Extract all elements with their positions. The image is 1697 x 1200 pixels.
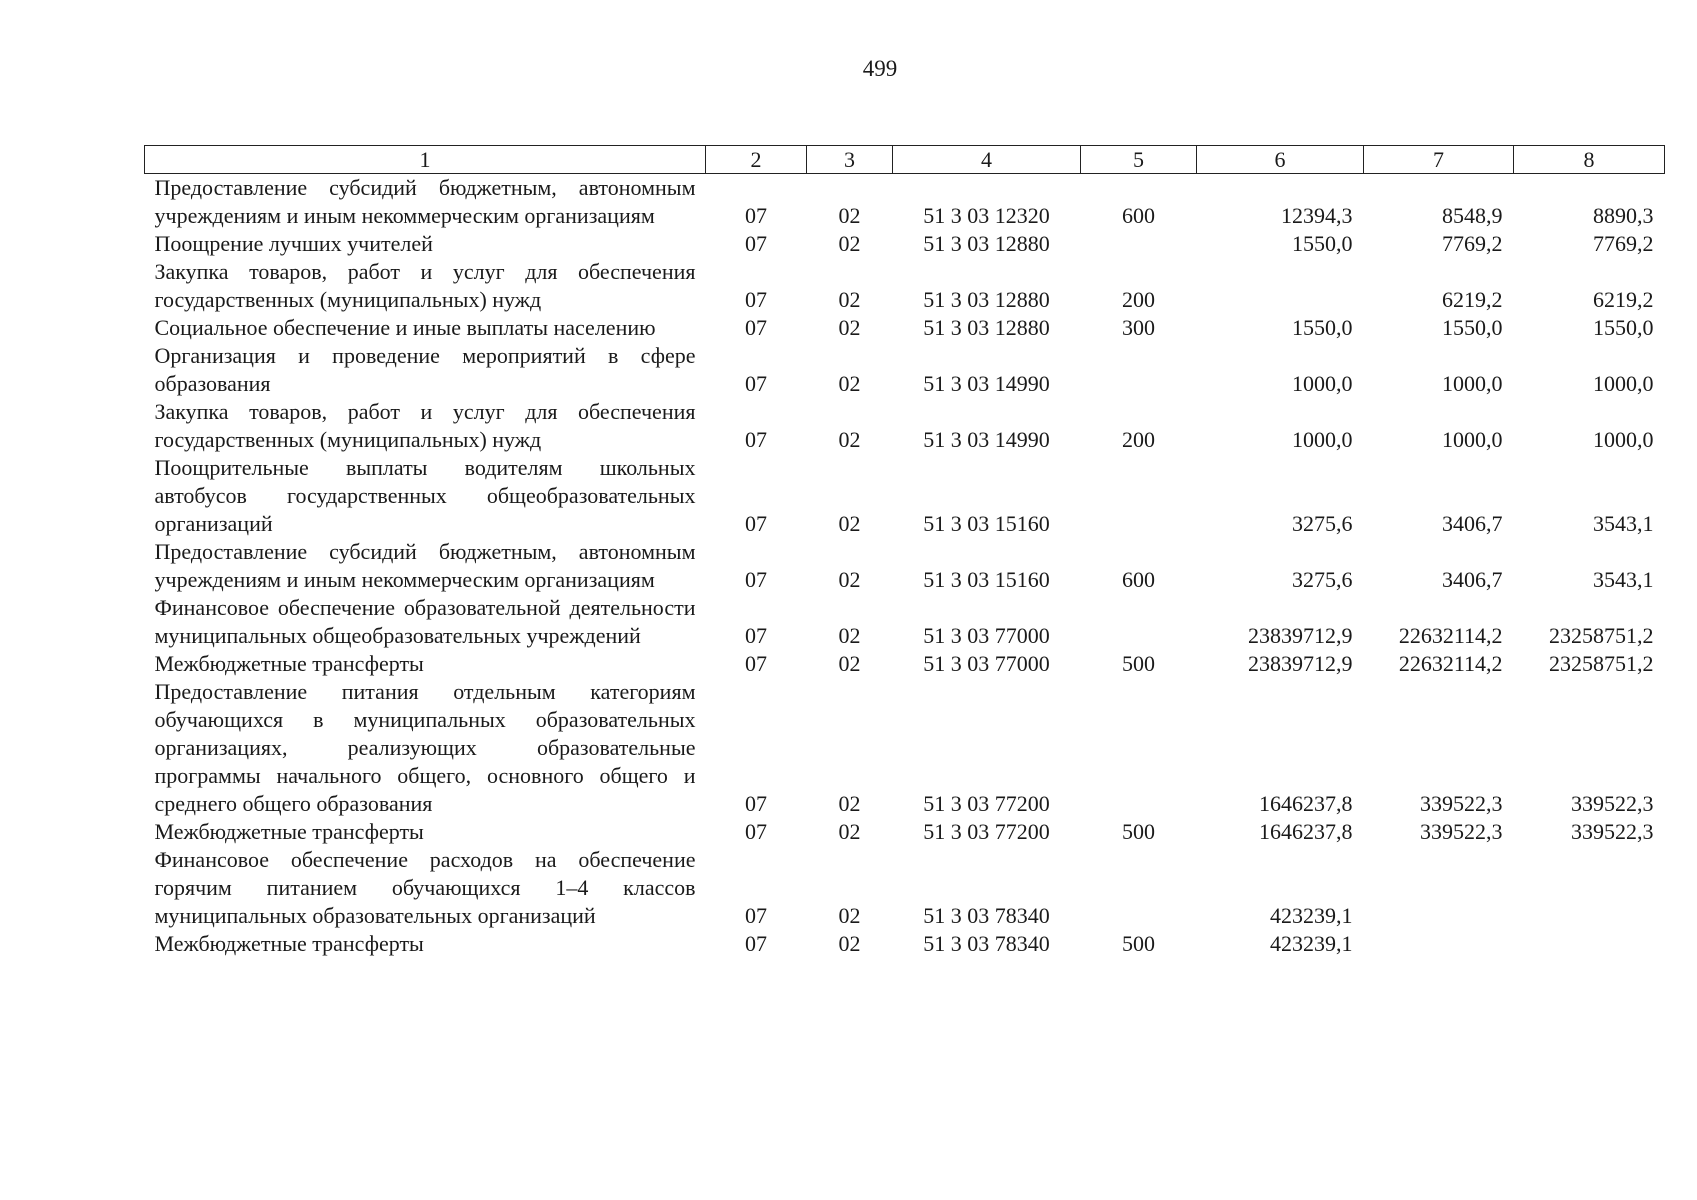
row-target-code: 51 3 03 14990 — [923, 427, 1050, 452]
table-row — [145, 846, 1665, 930]
row-name: Межбюджетные трансферты — [154, 819, 424, 844]
row-target-code: 51 3 03 78340 — [923, 931, 1050, 956]
row-subsection: 02 — [838, 791, 861, 816]
table-row — [145, 454, 1665, 538]
row-value-6: 23839712,9 — [1248, 623, 1353, 648]
row-value-8: 1000,0 — [1593, 427, 1654, 452]
row-target-code: 51 3 03 12880 — [923, 287, 1050, 312]
row-value-8: 3543,1 — [1593, 567, 1654, 592]
row-target-code: 51 3 03 77000 — [923, 623, 1050, 648]
row-value-7: 339522,3 — [1420, 791, 1503, 816]
row-section: 07 — [745, 231, 767, 256]
table-header — [145, 146, 1665, 174]
table-row — [145, 650, 1665, 678]
row-name: Предоставление питания отдельным категориям обучающихся в муниципальных образовательных организациях, реализующих образовательные программы начального общего, основного общего и среднего общего образования — [154, 679, 696, 816]
row-expense-type — [1081, 454, 1197, 538]
row-target-code: 51 3 03 12320 — [923, 203, 1050, 228]
row-section: 07 — [745, 287, 767, 312]
row-name: Социальное обеспечение и иные выплаты населению — [154, 315, 656, 340]
row-name: Предоставление субсидий бюджетным, автономным учреждениям и иным некоммерческим организациям — [154, 539, 696, 592]
row-value-8: 7769,2 — [1593, 231, 1654, 256]
row-value-8 — [1514, 846, 1665, 930]
row-section: 07 — [745, 567, 767, 592]
row-name: Поощрительные выплаты водителям школьных автобусов государственных общеобразовательных организаций — [154, 455, 696, 536]
row-value-8: 6219,2 — [1593, 287, 1654, 312]
row-target-code: 51 3 03 14990 — [923, 371, 1050, 396]
row-value-8: 1550,0 — [1593, 315, 1654, 340]
row-subsection: 02 — [838, 931, 861, 956]
budget-table — [144, 145, 1665, 958]
row-value-6: 23839712,9 — [1248, 651, 1353, 676]
table-row — [145, 538, 1665, 594]
row-value-6: 1550,0 — [1292, 231, 1353, 256]
table-row — [145, 174, 1665, 231]
row-subsection: 02 — [838, 903, 861, 928]
row-value-7: 3406,7 — [1442, 511, 1503, 536]
row-section: 07 — [745, 623, 767, 648]
row-name: Межбюджетные трансферты — [154, 931, 424, 956]
row-expense-type — [1081, 678, 1197, 818]
row-section: 07 — [745, 903, 767, 928]
row-value-7: 1000,0 — [1442, 427, 1503, 452]
row-subsection: 02 — [838, 315, 861, 340]
row-value-7: 1550,0 — [1442, 315, 1503, 340]
row-value-7 — [1364, 930, 1514, 958]
header-cell-1: 1 — [145, 146, 706, 174]
row-name: Закупка товаров, работ и услуг для обеспечения государственных (муниципальных) нужд — [154, 259, 696, 312]
row-section: 07 — [745, 931, 767, 956]
row-value-8: 8890,3 — [1593, 203, 1654, 228]
table-row — [145, 230, 1665, 258]
row-expense-type: 500 — [1122, 931, 1155, 956]
table-row — [145, 258, 1665, 314]
row-expense-type — [1081, 846, 1197, 930]
header-cell-8: 8 — [1514, 146, 1665, 174]
row-value-8 — [1514, 930, 1665, 958]
header-cell-4: 4 — [893, 146, 1081, 174]
header-cell-2: 2 — [706, 146, 807, 174]
row-subsection: 02 — [838, 231, 861, 256]
row-name: Финансовое обеспечение образовательной деятельности муниципальных общеобразовательных учреждений — [154, 595, 696, 648]
table-row — [145, 678, 1665, 818]
row-target-code: 51 3 03 15160 — [923, 511, 1050, 536]
row-expense-type: 600 — [1122, 203, 1155, 228]
row-expense-type — [1081, 230, 1197, 258]
row-expense-type: 500 — [1122, 819, 1155, 844]
row-value-6: 12394,3 — [1281, 203, 1353, 228]
row-value-6: 3275,6 — [1292, 511, 1353, 536]
row-target-code: 51 3 03 77000 — [923, 651, 1050, 676]
header-cell-6: 6 — [1197, 146, 1364, 174]
row-expense-type: 200 — [1122, 287, 1155, 312]
row-subsection: 02 — [838, 203, 861, 228]
row-value-7: 6219,2 — [1442, 287, 1503, 312]
table-row — [145, 594, 1665, 650]
row-section: 07 — [745, 427, 767, 452]
header-row — [145, 146, 1665, 174]
row-section: 07 — [745, 819, 767, 844]
row-expense-type: 500 — [1122, 651, 1155, 676]
row-value-6: 1646237,8 — [1259, 819, 1353, 844]
row-target-code: 51 3 03 78340 — [923, 903, 1050, 928]
row-name: Закупка товаров, работ и услуг для обеспечения государственных (муниципальных) нужд — [154, 399, 696, 452]
row-value-7: 22632114,2 — [1398, 651, 1503, 676]
row-expense-type — [1081, 594, 1197, 650]
row-section: 07 — [745, 371, 767, 396]
row-subsection: 02 — [838, 511, 861, 536]
row-subsection: 02 — [838, 651, 861, 676]
row-value-6: 1000,0 — [1292, 427, 1353, 452]
row-name: Финансовое обеспечение расходов на обеспечение горячим питанием обучающихся 1–4 классов муниципальных образовательных организаций — [154, 847, 696, 928]
row-value-8: 339522,3 — [1571, 819, 1654, 844]
row-value-6: 423239,1 — [1270, 903, 1353, 928]
row-value-7: 22632114,2 — [1398, 623, 1503, 648]
row-expense-type: 300 — [1122, 315, 1155, 340]
row-target-code: 51 3 03 12880 — [923, 315, 1050, 340]
row-value-8: 3543,1 — [1593, 511, 1654, 536]
row-target-code: 51 3 03 77200 — [923, 791, 1050, 816]
table-row — [145, 314, 1665, 342]
row-value-6: 3275,6 — [1292, 567, 1353, 592]
header-cell-7: 7 — [1364, 146, 1514, 174]
row-expense-type: 200 — [1122, 427, 1155, 452]
row-name: Межбюджетные трансферты — [154, 651, 424, 676]
row-target-code: 51 3 03 15160 — [923, 567, 1050, 592]
row-section: 07 — [745, 203, 767, 228]
row-value-7: 7769,2 — [1442, 231, 1503, 256]
row-value-7: 8548,9 — [1442, 203, 1503, 228]
row-subsection: 02 — [838, 371, 861, 396]
row-expense-type: 600 — [1122, 567, 1155, 592]
row-subsection: 02 — [838, 427, 861, 452]
row-value-8: 23258751,2 — [1549, 623, 1654, 648]
row-subsection: 02 — [838, 567, 861, 592]
row-value-8: 339522,3 — [1571, 791, 1654, 816]
table-row — [145, 930, 1665, 958]
row-subsection: 02 — [838, 623, 861, 648]
header-cell-5: 5 — [1081, 146, 1197, 174]
row-value-7 — [1364, 846, 1514, 930]
row-section: 07 — [745, 651, 767, 676]
page-number: 499 — [862, 56, 898, 81]
row-value-6 — [1197, 258, 1364, 314]
header-cell-3: 3 — [807, 146, 893, 174]
row-section: 07 — [745, 315, 767, 340]
table-row — [145, 818, 1665, 846]
row-expense-type — [1081, 342, 1197, 398]
row-value-7: 339522,3 — [1420, 819, 1503, 844]
row-target-code: 51 3 03 12880 — [923, 231, 1050, 256]
row-value-6: 1646237,8 — [1259, 791, 1353, 816]
row-section: 07 — [745, 511, 767, 536]
row-value-6: 1550,0 — [1292, 315, 1353, 340]
row-name: Поощрение лучших учителей — [154, 231, 433, 256]
row-value-6: 423239,1 — [1270, 931, 1353, 956]
row-value-8: 1000,0 — [1593, 371, 1654, 396]
row-subsection: 02 — [838, 819, 861, 844]
row-section: 07 — [745, 791, 767, 816]
row-value-7: 1000,0 — [1442, 371, 1503, 396]
row-name: Предоставление субсидий бюджетным, автономным учреждениям и иным некоммерческим организациям — [154, 175, 696, 228]
row-target-code: 51 3 03 77200 — [923, 819, 1050, 844]
table-body — [145, 174, 1665, 959]
row-value-8: 23258751,2 — [1549, 651, 1654, 676]
row-value-6: 1000,0 — [1292, 371, 1353, 396]
row-value-7: 3406,7 — [1442, 567, 1503, 592]
row-subsection: 02 — [838, 287, 861, 312]
row-name: Организация и проведение мероприятий в сфере образования — [154, 343, 696, 396]
table-row — [145, 398, 1665, 454]
table-row — [145, 342, 1665, 398]
